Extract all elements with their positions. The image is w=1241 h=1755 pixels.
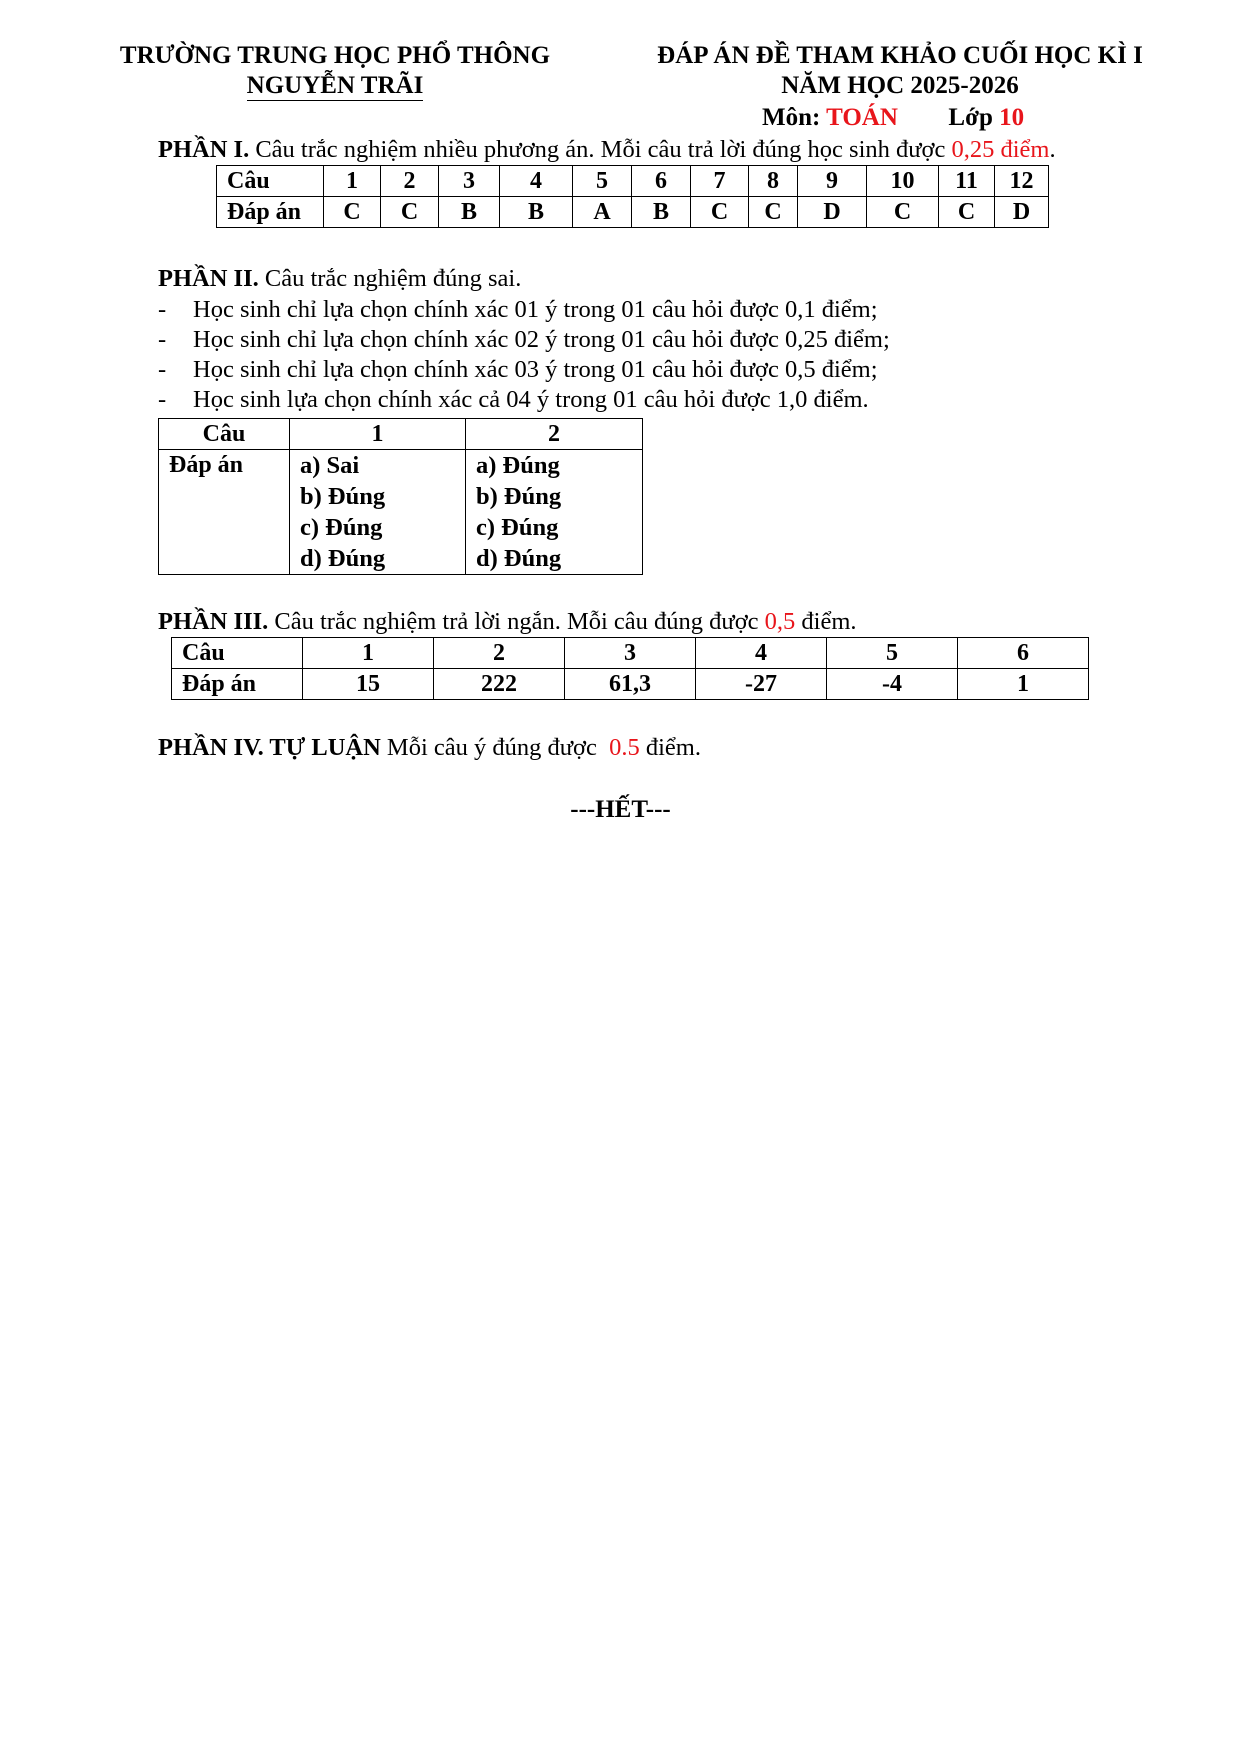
class-value: 10 xyxy=(999,104,1025,131)
option-c: c) Đúng xyxy=(300,514,383,541)
question-number: 6 xyxy=(958,638,1089,669)
answer-cell: B xyxy=(439,197,500,228)
part1-text: Câu trắc nghiệm nhiều phương án. Mỗi câu trả lời đúng học sinh được xyxy=(249,136,952,163)
part2-text: Câu trắc nghiệm đúng sai. xyxy=(258,265,522,292)
part2-answer-table xyxy=(158,418,643,575)
school-name-line1: TRƯỜNG TRUNG HỌC PHỔ THÔNG xyxy=(119,42,551,69)
answer-cell: C xyxy=(324,197,381,228)
question-number: 6 xyxy=(632,166,691,197)
part2-rules-list xyxy=(158,295,890,415)
answer-cell: B xyxy=(632,197,691,228)
part3-text: Câu trắc nghiệm trả lời ngắn. Mỗi câu đúng được xyxy=(268,608,765,635)
answer-cell: -4 xyxy=(827,669,958,700)
question-number: 3 xyxy=(565,638,696,669)
school-name xyxy=(100,41,570,101)
part3-points: 0,5 xyxy=(764,608,796,635)
question-number: 2 xyxy=(466,419,643,450)
school-name-line2: NGUYỄN TRÃI xyxy=(246,72,424,99)
answer-cell xyxy=(466,450,643,575)
answer-cell: 1 xyxy=(958,669,1089,700)
answer-cell: C xyxy=(939,197,995,228)
table-row xyxy=(159,419,643,450)
question-number: 11 xyxy=(939,166,995,197)
answer-cell: 222 xyxy=(434,669,565,700)
answer-cell: C xyxy=(749,197,798,228)
option-a: a) Sai xyxy=(300,452,360,479)
answer-cell: C xyxy=(381,197,439,228)
list-item: - Học sinh chỉ lựa chọn chính xác 02 ý trong 01 câu hỏi được 0,25 điểm; xyxy=(158,326,890,353)
part1-heading: PHẦN I. xyxy=(158,136,250,163)
list-item: - Học sinh lựa chọn chính xác cả 04 ý trong 01 câu hỏi được 1,0 điểm. xyxy=(158,386,869,413)
part2-instruction xyxy=(158,264,521,294)
table-row xyxy=(172,669,1089,700)
answer-cell: D xyxy=(995,197,1049,228)
question-number: 4 xyxy=(500,166,573,197)
table-row xyxy=(172,638,1089,669)
end-mark: ---HẾT--- xyxy=(570,796,671,823)
question-number: 2 xyxy=(434,638,565,669)
table-row xyxy=(159,450,643,575)
answer-cell: -27 xyxy=(696,669,827,700)
option-b: b) Đúng xyxy=(476,483,562,510)
part2-heading: PHẦN II. xyxy=(158,265,259,292)
class-label: Lớp xyxy=(948,104,993,131)
part4-points: 0.5 xyxy=(609,734,640,761)
row-label-answer: Đáp án xyxy=(217,197,324,228)
subject-value: TOÁN xyxy=(826,104,898,131)
answer-cell: D xyxy=(798,197,867,228)
option-a: a) Đúng xyxy=(476,452,560,479)
part1-text-end: . xyxy=(1049,136,1056,163)
answer-cell: C xyxy=(867,197,939,228)
part4-heading: PHẦN IV. TỰ LUẬN xyxy=(158,734,381,761)
list-item: - Học sinh chỉ lựa chọn chính xác 01 ý trong 01 câu hỏi được 0,1 điểm; xyxy=(158,296,878,323)
question-number: 9 xyxy=(798,166,867,197)
rule-text: Học sinh chỉ lựa chọn chính xác 01 ý trong 01 câu hỏi được 0,1 điểm; xyxy=(193,296,878,323)
option-b: b) Đúng xyxy=(300,483,386,510)
part1-instruction xyxy=(158,135,1056,165)
table-row xyxy=(217,166,1049,197)
question-number: 1 xyxy=(324,166,381,197)
question-number: 8 xyxy=(749,166,798,197)
answer-cell: A xyxy=(573,197,632,228)
document-title xyxy=(630,41,1170,101)
part3-answer-table xyxy=(171,637,1089,700)
part3-heading: PHẦN III. xyxy=(158,608,269,635)
part4-text-end: điểm. xyxy=(639,734,701,761)
question-number: 5 xyxy=(827,638,958,669)
row-label-question: Câu xyxy=(172,638,303,669)
option-c: c) Đúng xyxy=(476,514,559,541)
part1-answer-table xyxy=(216,165,1049,228)
question-number: 12 xyxy=(995,166,1049,197)
part3-instruction xyxy=(158,607,857,637)
answer-cell: 61,3 xyxy=(565,669,696,700)
question-number: 10 xyxy=(867,166,939,197)
rule-text: Học sinh lựa chọn chính xác cả 04 ý trong 01 câu hỏi được 1,0 điểm. xyxy=(193,386,869,413)
answer-cell: B xyxy=(500,197,573,228)
part1-points: 0,25 điểm xyxy=(951,136,1050,163)
part4-instruction xyxy=(158,733,701,763)
row-label-question: Câu xyxy=(159,419,290,450)
option-d: d) Đúng xyxy=(300,545,386,572)
subject-label: Môn: xyxy=(762,104,821,131)
table-row xyxy=(217,197,1049,228)
row-label-answer: Đáp án xyxy=(172,669,303,700)
rule-text: Học sinh chỉ lựa chọn chính xác 02 ý trong 01 câu hỏi được 0,25 điểm; xyxy=(193,326,890,353)
subject-line xyxy=(762,103,1024,133)
rule-text: Học sinh chỉ lựa chọn chính xác 03 ý trong 01 câu hỏi được 0,5 điểm; xyxy=(193,356,878,383)
question-number: 5 xyxy=(573,166,632,197)
question-number: 1 xyxy=(290,419,466,450)
question-number: 7 xyxy=(691,166,749,197)
part3-text-end: điểm. xyxy=(795,608,857,635)
question-number: 3 xyxy=(439,166,500,197)
row-label-answer: Đáp án xyxy=(159,450,290,575)
list-item: - Học sinh chỉ lựa chọn chính xác 03 ý trong 01 câu hỏi được 0,5 điểm; xyxy=(158,356,878,383)
school-year: NĂM HỌC 2025-2026 xyxy=(781,72,1019,99)
document-title-line1: ĐÁP ÁN ĐỀ THAM KHẢO CUỐI HỌC KÌ I xyxy=(657,42,1143,69)
answer-cell xyxy=(290,450,466,575)
question-number: 2 xyxy=(381,166,439,197)
question-number: 4 xyxy=(696,638,827,669)
question-number: 1 xyxy=(303,638,434,669)
option-d: d) Đúng xyxy=(476,545,562,572)
row-label-question: Câu xyxy=(217,166,324,197)
answer-cell: 15 xyxy=(303,669,434,700)
part4-text: Mỗi câu ý đúng được xyxy=(380,734,610,761)
answer-cell: C xyxy=(691,197,749,228)
